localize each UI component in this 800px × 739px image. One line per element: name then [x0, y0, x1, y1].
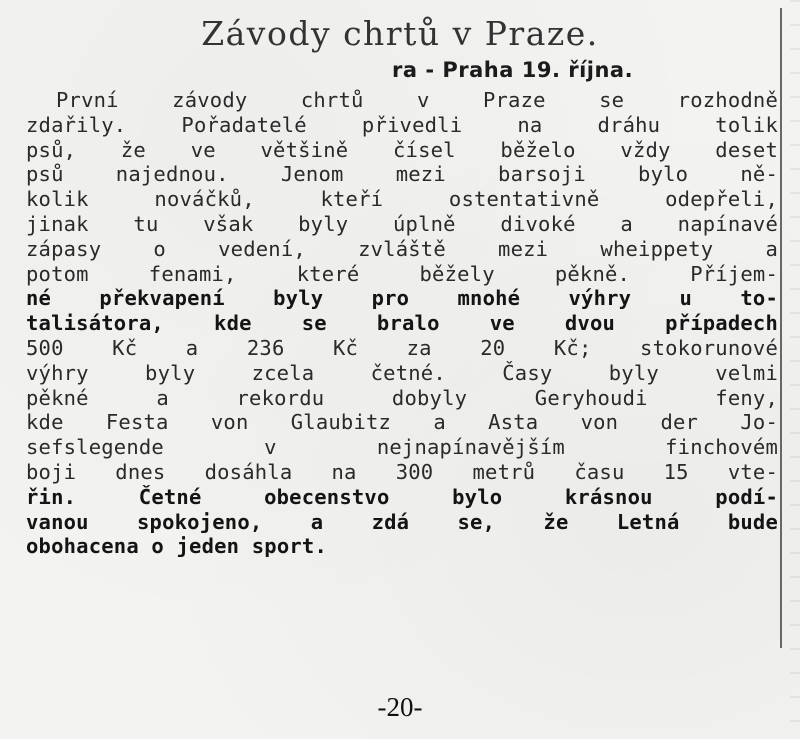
- article-headline: Závody chrtů v Praze.: [201, 14, 599, 53]
- article-line: pěkné a rekordu dobyly Geryhoudi feny,: [26, 385, 778, 410]
- article-line: potom fenami, které běžely pěkně. Příjem-: [26, 261, 778, 286]
- article-line: První závody chrtů v Praze se rozhodně: [56, 88, 778, 112]
- article-line: talisátora, kde se bralo ve dvou případech: [26, 311, 778, 336]
- adjacent-column-bleed: [790, 0, 800, 739]
- column-divider-rule: [780, 8, 782, 648]
- article-line: kolik nováčků, kteří ostentativně odepřeli,: [26, 187, 778, 212]
- article-line: 500 Kč a 236 Kč za 20 Kč; stokorunové: [26, 335, 778, 360]
- article-line: obohacena o jeden sport.: [26, 534, 328, 559]
- article-line: řin. Četné obecenstvo bylo krásnou podí-: [26, 484, 778, 509]
- article-line: kde Festa von Glaubitz a Asta von der Jo-: [26, 410, 778, 435]
- article-line: zápasy o vedení, zvláště mezi wheippety a: [26, 236, 778, 261]
- article-line: jinak tu však byly úplně divoké a napínavé: [26, 211, 778, 236]
- article-line: psů, že ve většině čísel běželo vždy deset: [26, 137, 778, 162]
- article-line: psů najednou. Jenom mezi barsoji bylo ně-: [26, 162, 778, 187]
- article-body: [26, 88, 778, 559]
- page-number: -20-: [377, 692, 423, 722]
- article-line: sefslegende v nejnapínavějším finchovém: [26, 435, 778, 460]
- article-line: výhry byly zcela četné. Časy byly velmi: [26, 360, 778, 385]
- article-line: zdařily. Pořadatelé přivedli na dráhu tolik: [26, 112, 778, 137]
- article-line: né překvapení byly pro mnohé výhry u to-: [26, 286, 778, 311]
- article-line: vanou spokojeno, a zdá se, že Letná bude: [26, 509, 778, 534]
- article-dateline: ra - Praha 19. října.: [392, 58, 634, 82]
- article-line: boji dnes dosáhla na 300 metrů času 15 vte-: [26, 459, 778, 484]
